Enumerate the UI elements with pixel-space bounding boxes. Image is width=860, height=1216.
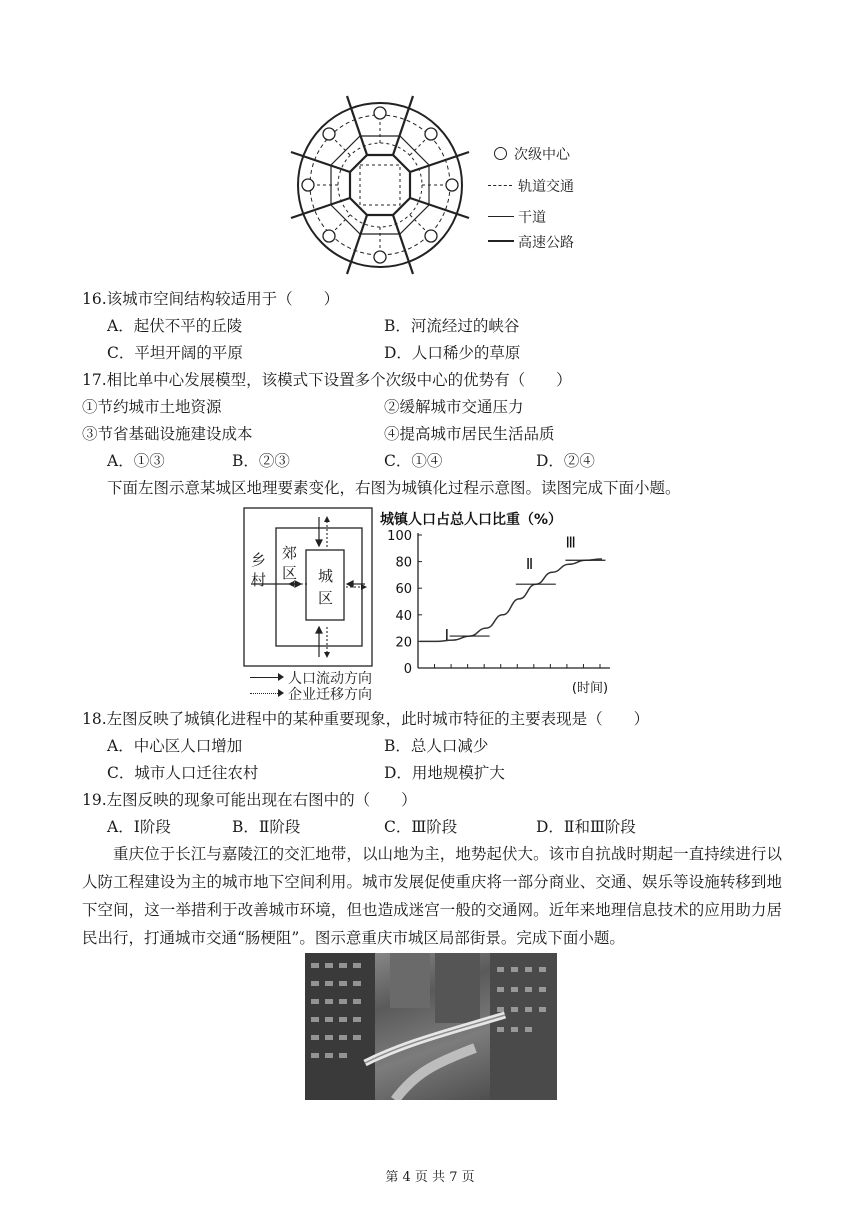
q19-option-b: B．Ⅱ阶段 [232, 818, 301, 836]
question-19-stem: 19.左图反映的现象可能出现在右图中的（ ） [82, 791, 417, 809]
y-tick-label: 80 [395, 555, 412, 571]
page-footer: 第 4 页 共 7 页 [385, 1170, 475, 1185]
chongqing-street-photo [305, 953, 557, 1100]
city-structure-diagram [285, 90, 485, 290]
stage-label: I [444, 626, 450, 645]
y-tick-label: 0 [403, 662, 412, 677]
sub-center [425, 128, 437, 140]
legend-label: 高速公路 [518, 235, 574, 251]
q16-option-a: A．起伏不平的丘陵 [107, 317, 243, 335]
zone-label-rural: 乡村 [251, 551, 267, 589]
dashed-line-icon [488, 185, 512, 186]
urbanization-chart [380, 504, 630, 704]
q17-option-a: A．①③ [107, 452, 165, 470]
outer-ring [298, 103, 462, 267]
sub-center [425, 230, 437, 242]
y-tick-label: 100 [387, 529, 412, 544]
q18-option-a: A．中心区人口增加 [107, 737, 243, 755]
legend-label: 人口流动方向 [288, 671, 372, 687]
y-tick-label: 60 [395, 582, 412, 598]
legend-label: 干道 [518, 210, 546, 226]
stage-label: Ⅱ [525, 555, 534, 574]
q17-item-4: ④提高城市居民生活品质 [384, 425, 555, 443]
sub-center [302, 179, 314, 191]
q16-option-d: D．人口稀少的草原 [384, 344, 521, 362]
legend-label: 企业迁移方向 [288, 687, 372, 703]
x-axis-label: (时间) [571, 681, 609, 696]
chart-title: 城镇人口占总人口比重（%） [380, 512, 563, 528]
chongqing-passage: 重庆位于长江与嘉陵江的交汇地带，以山地为主，地势起伏大。该市自抗战时期起一直持续进行以人防工程建设为主的城市地下空间利用。城市发展促使重庆将一部分商业、交通、娱乐等设施转移到地下空间，这一举措利于改善城市环境，但也造成迷宫一般的交通网。近年来地理信息技术的应用助力居民出行，打通城市交通“肠梗阻”。图示意重庆市城区局部街景。完成下面小题。 [82, 845, 782, 947]
circle-icon [494, 147, 507, 160]
sub-center [374, 107, 386, 119]
q16-option-b: B．河流经过的峡谷 [384, 317, 520, 335]
legend-label: 次级中心 [514, 147, 570, 163]
sub-center [374, 251, 386, 263]
urban-zone-diagram [243, 507, 373, 679]
zone-label-city: 城区 [318, 567, 334, 607]
expressway-octagon [350, 155, 410, 215]
y-tick-label: 20 [395, 635, 412, 651]
legend-label: 轨道交通 [518, 179, 574, 195]
thin-line-icon [488, 216, 514, 217]
q17-item-3: ③节省基础设施建设成本 [82, 425, 253, 443]
sub-center [323, 230, 335, 242]
thick-line-icon [488, 240, 514, 242]
q19-option-d: D．Ⅱ和Ⅲ阶段 [536, 818, 636, 836]
q16-option-c: C．平坦开阔的平原 [107, 344, 243, 362]
question-16-stem: 16.该城市空间结构较适用于（ ） [82, 290, 340, 308]
q17-item-1: ①节约城市土地资源 [82, 398, 222, 416]
zone-label-suburb: 郊区 [282, 544, 298, 582]
q17-option-c: C．①④ [384, 452, 443, 470]
q18-option-c: C．城市人口迁往农村 [107, 764, 259, 782]
sub-center [323, 128, 335, 140]
q18-option-d: D．用地规模扩大 [384, 764, 505, 782]
intro-text-2: 下面左图示意某城区地理要素变化，右图为城镇化过程示意图。读图完成下面小题。 [107, 479, 681, 497]
q19-option-a: A．Ⅰ阶段 [107, 818, 171, 836]
q17-option-d: D．②④ [536, 452, 595, 470]
q17-item-2: ②缓解城市交通压力 [384, 398, 524, 416]
solid-arrow-icon [250, 677, 280, 678]
figure2-legend [250, 668, 390, 708]
stage-label: Ⅲ [565, 533, 576, 552]
dotted-arrow-icon [250, 693, 280, 694]
question-18-stem: 18.左图反映了城镇化进程中的某种重要现象，此时城市特征的主要表现是（ ） [82, 710, 650, 728]
y-tick-label: 40 [395, 608, 412, 624]
q19-option-c: C．Ⅲ阶段 [384, 818, 458, 836]
q17-option-b: B．②③ [232, 452, 290, 470]
question-17-stem: 17.相比单中心发展模型，该模式下设置多个次级中心的优势有（ ） [82, 371, 572, 389]
q18-option-b: B．总人口减少 [384, 737, 489, 755]
sub-center [446, 179, 458, 191]
